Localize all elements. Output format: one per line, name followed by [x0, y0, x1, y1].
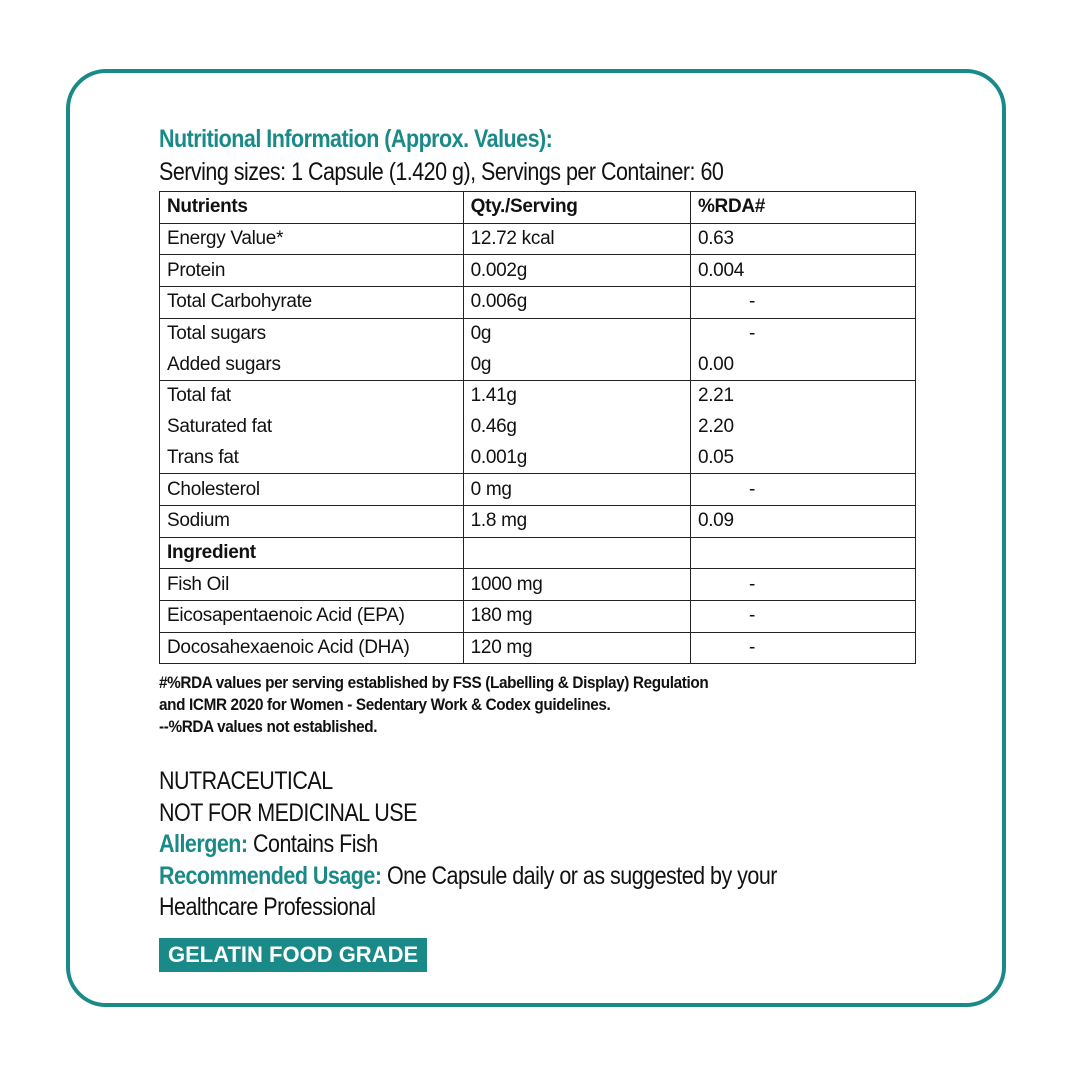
table-row: [160, 443, 916, 474]
table-row: [160, 474, 916, 506]
table-row: [160, 600, 916, 632]
table-row: [160, 569, 916, 601]
nutrient-name: Energy Value*: [160, 223, 464, 255]
nutrient-rda: -: [690, 318, 915, 349]
nutrient-qty: 12.72 kcal: [463, 223, 690, 255]
header-qty: Qty./Serving: [463, 192, 690, 224]
nutrient-name: Total fat: [160, 381, 464, 412]
header-nutrients: Nutrients: [160, 192, 464, 224]
nutrient-qty: 1.41g: [463, 381, 690, 412]
nutrient-qty: 0g: [463, 349, 690, 380]
table-row: [160, 223, 916, 255]
ingredient-name: Fish Oil: [160, 569, 464, 601]
table-row: [160, 255, 916, 287]
table-row: [160, 318, 916, 349]
table-row: [160, 349, 916, 380]
nutrient-qty: 1.8 mg: [463, 505, 690, 537]
footnote-line: --%RDA values not established.: [159, 717, 378, 737]
table-row: [160, 505, 916, 537]
nutrient-rda: 2.21: [690, 381, 915, 412]
nutrient-rda: 0.004: [690, 255, 915, 287]
allergen-line: [159, 829, 813, 861]
ingredient-qty: 180 mg: [463, 600, 690, 632]
table-header-row: [160, 192, 916, 224]
nutrient-name: Saturated fat: [160, 412, 464, 443]
nutrient-rda: 0.05: [690, 443, 915, 474]
ingredient-name: Eicosapentaenoic Acid (EPA): [160, 600, 464, 632]
ingredient-rda: -: [690, 600, 915, 632]
nutraceutical-text: NUTRACEUTICAL: [159, 767, 333, 796]
table-row: [160, 381, 916, 412]
rda-footnotes: [159, 672, 843, 738]
nutrient-name: Added sugars: [160, 349, 464, 380]
usage-label: Recommended Usage:: [159, 861, 382, 890]
allergen-value: Contains Fish: [247, 830, 378, 859]
nutrient-name: Trans fat: [160, 443, 464, 474]
nutrient-qty: 0g: [463, 318, 690, 349]
allergen-label: Allergen:: [159, 830, 248, 859]
nutrition-label: [159, 122, 919, 972]
ingredient-header-row: [160, 537, 916, 569]
nutrient-rda: 2.20: [690, 412, 915, 443]
ingredient-qty-empty: [463, 537, 690, 569]
serving-info: Serving sizes: 1 Capsule (1.420 g), Servings per Container: 60: [159, 158, 724, 186]
nutrient-name: Total Carbohyrate: [160, 287, 464, 319]
nutrient-name: Cholesterol: [160, 474, 464, 506]
nutrition-title: Nutritional Information (Approx. Values):: [159, 125, 553, 153]
usage-line-2: Healthcare Professional: [159, 893, 376, 922]
gelatin-badge: GELATIN FOOD GRADE: [159, 938, 427, 972]
nutrient-qty: 0.006g: [463, 287, 690, 319]
table-row: [160, 287, 916, 319]
ingredient-qty: 1000 mg: [463, 569, 690, 601]
nutrient-name: Protein: [160, 255, 464, 287]
ingredient-name: Docosahexaenoic Acid (DHA): [160, 632, 464, 664]
nutrition-table: [159, 191, 916, 664]
ingredient-qty: 120 mg: [463, 632, 690, 664]
usage-value: One Capsule daily or as suggested by your: [381, 861, 777, 890]
nutrient-qty: 0.002g: [463, 255, 690, 287]
ingredient-rda-empty: [690, 537, 915, 569]
nutrient-qty: 0 mg: [463, 474, 690, 506]
table-row: [160, 632, 916, 664]
table-row: [160, 412, 916, 443]
ingredient-heading: Ingredient: [160, 537, 464, 569]
nutrient-rda: 0.63: [690, 223, 915, 255]
nutrient-rda: 0.00: [690, 349, 915, 380]
not-medicinal-text: NOT FOR MEDICINAL USE: [159, 798, 417, 827]
nutrient-rda: -: [690, 474, 915, 506]
nutrient-rda: 0.09: [690, 505, 915, 537]
nutrient-name: Sodium: [160, 505, 464, 537]
nutrient-qty: 0.001g: [463, 443, 690, 474]
nutrient-name: Total sugars: [160, 318, 464, 349]
product-info: [159, 766, 813, 924]
footnote-line: and ICMR 2020 for Women - Sedentary Work & Codex guidelines.: [159, 695, 611, 715]
nutrient-rda: -: [690, 287, 915, 319]
nutrient-qty: 0.46g: [463, 412, 690, 443]
header-rda: %RDA#: [690, 192, 915, 224]
ingredient-rda: -: [690, 569, 915, 601]
ingredient-rda: -: [690, 632, 915, 664]
usage-line: [159, 861, 813, 893]
footnote-line: #%RDA values per serving established by FSS (Labelling & Display) Regulation: [159, 673, 709, 693]
